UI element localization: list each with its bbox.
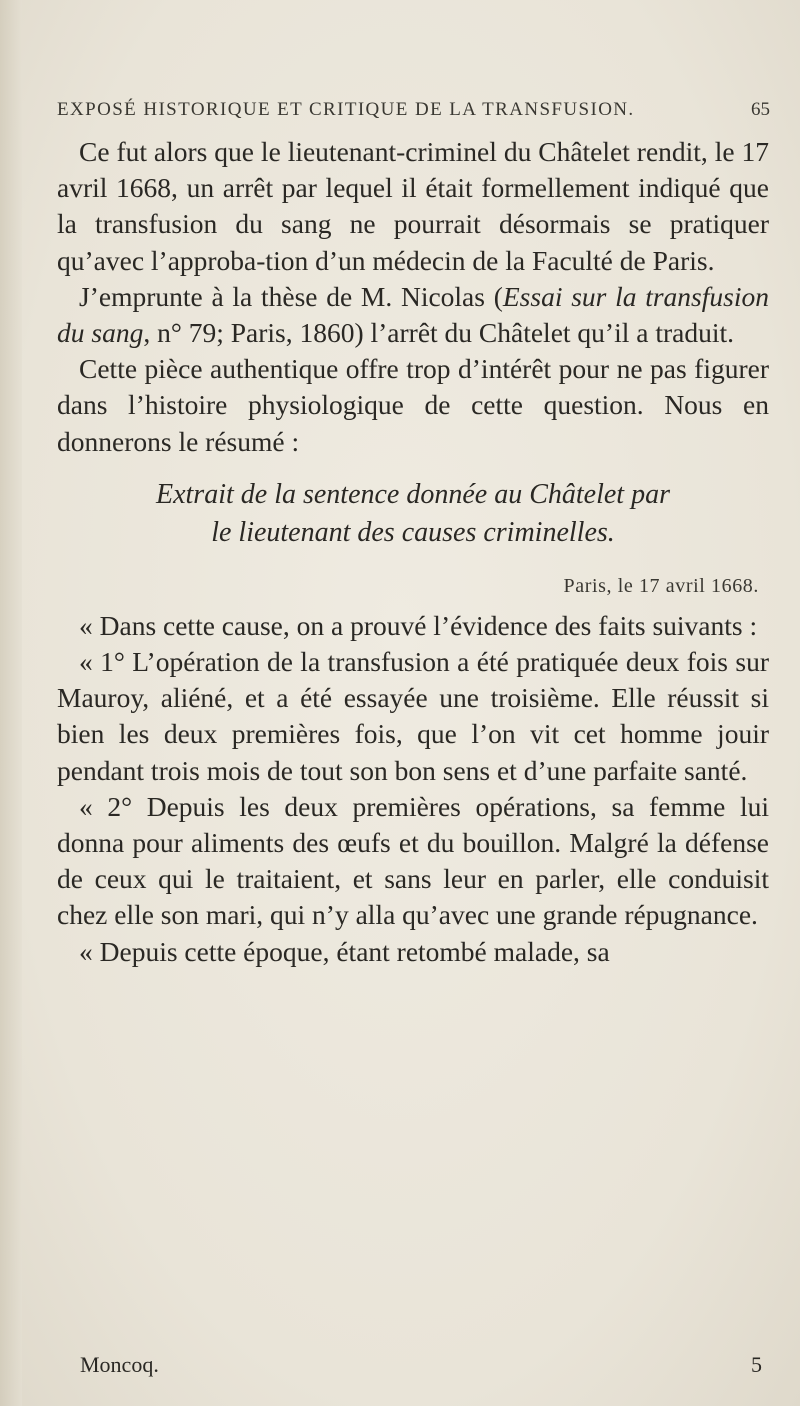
- paragraph-1: Ce fut alors que le lieutenant-criminel du Châtelet rendit, le 17 avril 1668, un arrêt par lequel il était formellement indiqué que la transfusion du sang ne pourrait désormais se pratiquer qu’avec l’approba-tion d’un médecin de la Faculté de Paris.: [57, 136, 769, 276]
- running-header: [57, 99, 770, 121]
- paragraph-2-start: J’emprunte à la thèse de M. Nicolas (: [79, 280, 503, 312]
- paragraph-3: Cette pièce authentique offre trop d’intérêt pour ne pas figurer dans l’histoire physiologique de cette question. Nous en donnerons le résumé :: [57, 353, 769, 457]
- paragraph-4: « Dans cette cause, on a prouvé l’évidence des faits suivants :: [79, 609, 758, 641]
- paragraph-6: « 2° Depuis les deux premières opérations, sa femme lui donna pour aliments des œufs et du bouillon. Malgré la défense de ceux qui le traitaient, et sans leur en parler, elle conduisit chez elle son mari, qui n’y alla qu’avec une grande répugnance.: [57, 790, 769, 931]
- page-gutter-shadow: [0, 0, 22, 1406]
- running-title: EXPOSÉ HISTORIQUE ET CRITIQUE DE LA TRANSFUSION.: [57, 99, 635, 120]
- signature-name: Moncoq.: [80, 1352, 159, 1377]
- dateline: Paris, le 17 avril 1668.: [563, 574, 759, 597]
- paragraph-5: « 1° L’opération de la transfusion a été pratiquée deux fois sur Mauroy, aliéné, et a été essayée une troisième. Elle réussit si bien les deux premières fois, que l’on vit cet homme jouir pendant trois mois de tout son bon sens et d’une parfaite santé.: [57, 646, 769, 786]
- extract-heading-line-1: Extrait de la sentence donnée au Châtelet par: [156, 478, 670, 510]
- paragraph-2-end: , n° 79; Paris, 1860) l’arrêt du Châtelet qu’il a traduit.: [143, 317, 734, 349]
- extract-heading-line-2: le lieutenant des causes criminelles.: [211, 516, 615, 548]
- thesis-title-italic: Essai sur la transfusion du sang: [57, 280, 769, 349]
- page-body: [57, 134, 769, 970]
- paragraph-7: « Depuis cette époque, étant retombé malade, sa: [79, 935, 610, 967]
- paragraph-2: [57, 279, 769, 351]
- page-number: 65: [751, 99, 770, 120]
- page-footer: [80, 1352, 770, 1378]
- extract-heading: [57, 476, 769, 552]
- signature-number: 5: [751, 1352, 762, 1377]
